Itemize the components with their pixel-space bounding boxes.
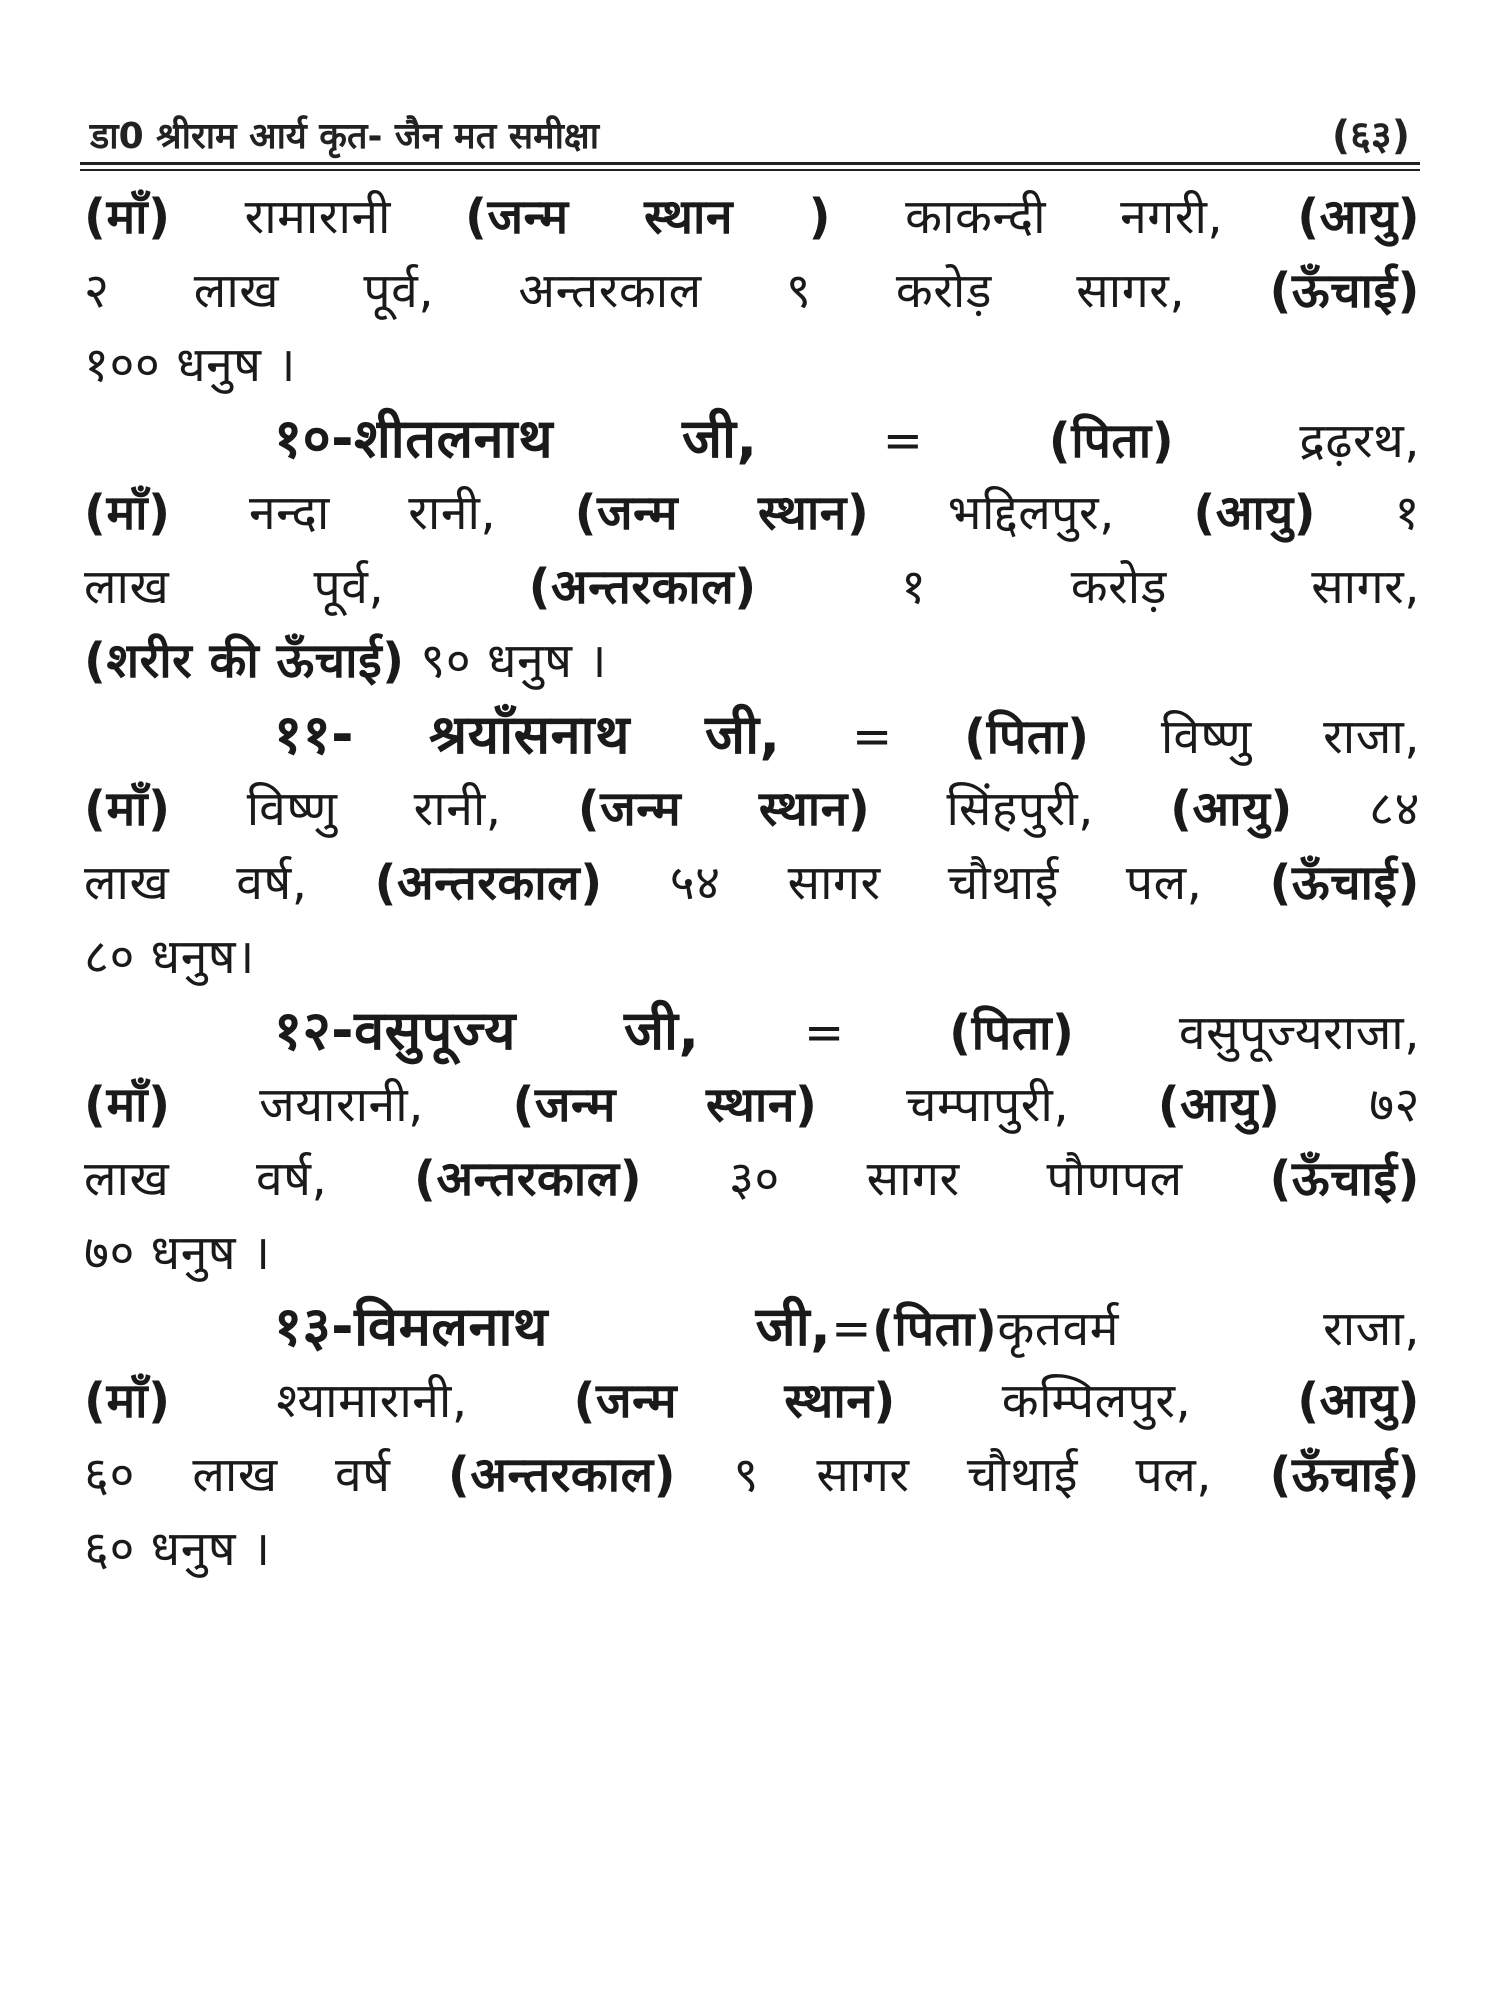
text-fragment: सिंहपुरी, (870, 781, 1171, 837)
text-line (84, 1216, 1420, 1290)
text-line (84, 1438, 1420, 1512)
text-fragment: = (780, 709, 965, 765)
text-fragment: (शरीर की ऊँचाई) (84, 633, 405, 689)
text-line (84, 994, 1420, 1068)
text-line (84, 254, 1420, 328)
entry-heading: १२-वसुपूज्य जी, (274, 999, 700, 1062)
text-fragment: (माँ) (84, 1077, 171, 1133)
header-rule (80, 162, 1420, 165)
text-line (84, 180, 1420, 254)
text-fragment: रामारानी (170, 189, 466, 245)
text-fragment: (माँ) (84, 189, 171, 245)
text-line (84, 476, 1420, 550)
text-fragment: ३० सागर पौणपल (642, 1151, 1270, 1207)
text-fragment: (जन्म स्थान) (512, 1077, 818, 1133)
text-fragment: (जन्म स्थान ) (465, 189, 832, 245)
text-fragment: (ऊँचाई) (1269, 1447, 1420, 1503)
text-line (84, 1068, 1420, 1142)
page-number: (६३) (1331, 113, 1410, 159)
text-fragment: (जन्म स्थान) (577, 781, 871, 837)
text-fragment: ६० लाख वर्ष (84, 1447, 448, 1503)
text-line (84, 846, 1420, 920)
text-fragment: ८४ (1292, 781, 1420, 837)
text-fragment: = (699, 1005, 950, 1061)
text-fragment: (ऊँचाई) (1269, 263, 1420, 319)
text-fragment: कृतवर्म राजा, (997, 1301, 1420, 1357)
text-fragment: (आयु) (1170, 781, 1293, 837)
text-fragment: वसुपूज्यराजा, (1074, 1005, 1420, 1061)
text-line (84, 920, 1420, 994)
text-fragment: (माँ) (84, 781, 171, 837)
text-line (84, 402, 1420, 476)
text-fragment: ७२ (1280, 1077, 1420, 1133)
text-line (84, 1364, 1420, 1438)
text-fragment: १ करोड़ सागर, (756, 559, 1420, 615)
text-fragment: (अन्तरकाल) (447, 1447, 677, 1503)
entry-heading: १०-शीतलनाथ जी, (274, 407, 758, 470)
text-fragment: ९ सागर चौथाई पल, (676, 1447, 1270, 1503)
text-fragment: लाख वर्ष, (84, 1151, 414, 1207)
text-fragment: काकन्दी नगरी, (831, 189, 1298, 245)
text-fragment: ६० धनुष । (84, 1521, 271, 1577)
text-fragment: जयारानी, (170, 1077, 513, 1133)
text-line (84, 1142, 1420, 1216)
text-line (84, 772, 1420, 846)
text-fragment: २ लाख पूर्व, अन्तरकाल ९ करोड़ सागर, (84, 263, 1270, 319)
text-fragment: श्यामारानी, (170, 1373, 574, 1429)
text-line (84, 624, 1420, 698)
text-line (84, 698, 1420, 772)
text-fragment: (पिता) (871, 1301, 998, 1357)
text-fragment: (अन्तरकाल) (414, 1151, 643, 1207)
text-fragment: (पिता) (949, 1005, 1075, 1061)
text-fragment: (आयु) (1297, 189, 1420, 245)
text-fragment: (ऊँचाई) (1269, 855, 1420, 911)
entry-heading: १३-विमलनाथ जी, (274, 1295, 832, 1358)
text-line (84, 1512, 1420, 1586)
text-fragment: भद्दिलपुर, (869, 485, 1194, 541)
text-fragment: (जन्म स्थान) (574, 485, 870, 541)
text-fragment: = (831, 1301, 872, 1357)
text-fragment: (अन्तरकाल) (374, 855, 603, 911)
text-fragment: (ऊँचाई) (1269, 1151, 1420, 1207)
text-fragment: लाख वर्ष, (84, 855, 375, 911)
text-fragment: ८० धनुष। (84, 929, 255, 985)
text-fragment: = (757, 413, 1049, 469)
text-fragment: चम्पापुरी, (817, 1077, 1158, 1133)
text-line (84, 328, 1420, 402)
text-fragment: (आयु) (1297, 1373, 1420, 1429)
entry-heading: ११- श्रयाँसनाथ जी, (274, 703, 781, 766)
text-fragment: कम्पिलपुर, (895, 1373, 1298, 1429)
page-header (80, 100, 1420, 160)
text-fragment: द्रढ़रथ, (1174, 413, 1420, 469)
text-fragment: (पिता) (964, 709, 1090, 765)
text-fragment: ७० धनुष । (84, 1225, 271, 1281)
running-title: डा0 श्रीराम आर्य कृत- जैन मत समीक्षा (90, 116, 600, 157)
text-fragment: विष्णु राजा, (1089, 709, 1420, 765)
text-fragment: (अन्तरकाल) (528, 559, 757, 615)
header-rule-secondary (80, 169, 1420, 171)
text-fragment: लाख पूर्व, (84, 559, 529, 615)
text-line (84, 550, 1420, 624)
text-fragment: ५४ सागर चौथाई पल, (602, 855, 1270, 911)
text-fragment: नन्दा रानी, (170, 485, 575, 541)
text-fragment: (आयु) (1193, 485, 1317, 541)
text-line (84, 1290, 1420, 1364)
text-fragment: विष्णु रानी, (170, 781, 578, 837)
body-text (84, 180, 1420, 1586)
text-fragment: १०० धनुष । (84, 337, 296, 393)
text-fragment: (जन्म स्थान) (573, 1373, 896, 1429)
text-fragment: ९० धनुष । (404, 633, 607, 689)
text-fragment: (आयु) (1157, 1077, 1281, 1133)
text-fragment: (माँ) (84, 485, 171, 541)
text-fragment: (पिता) (1048, 413, 1175, 469)
text-fragment: (माँ) (84, 1373, 171, 1429)
text-fragment: १ (1316, 485, 1420, 541)
